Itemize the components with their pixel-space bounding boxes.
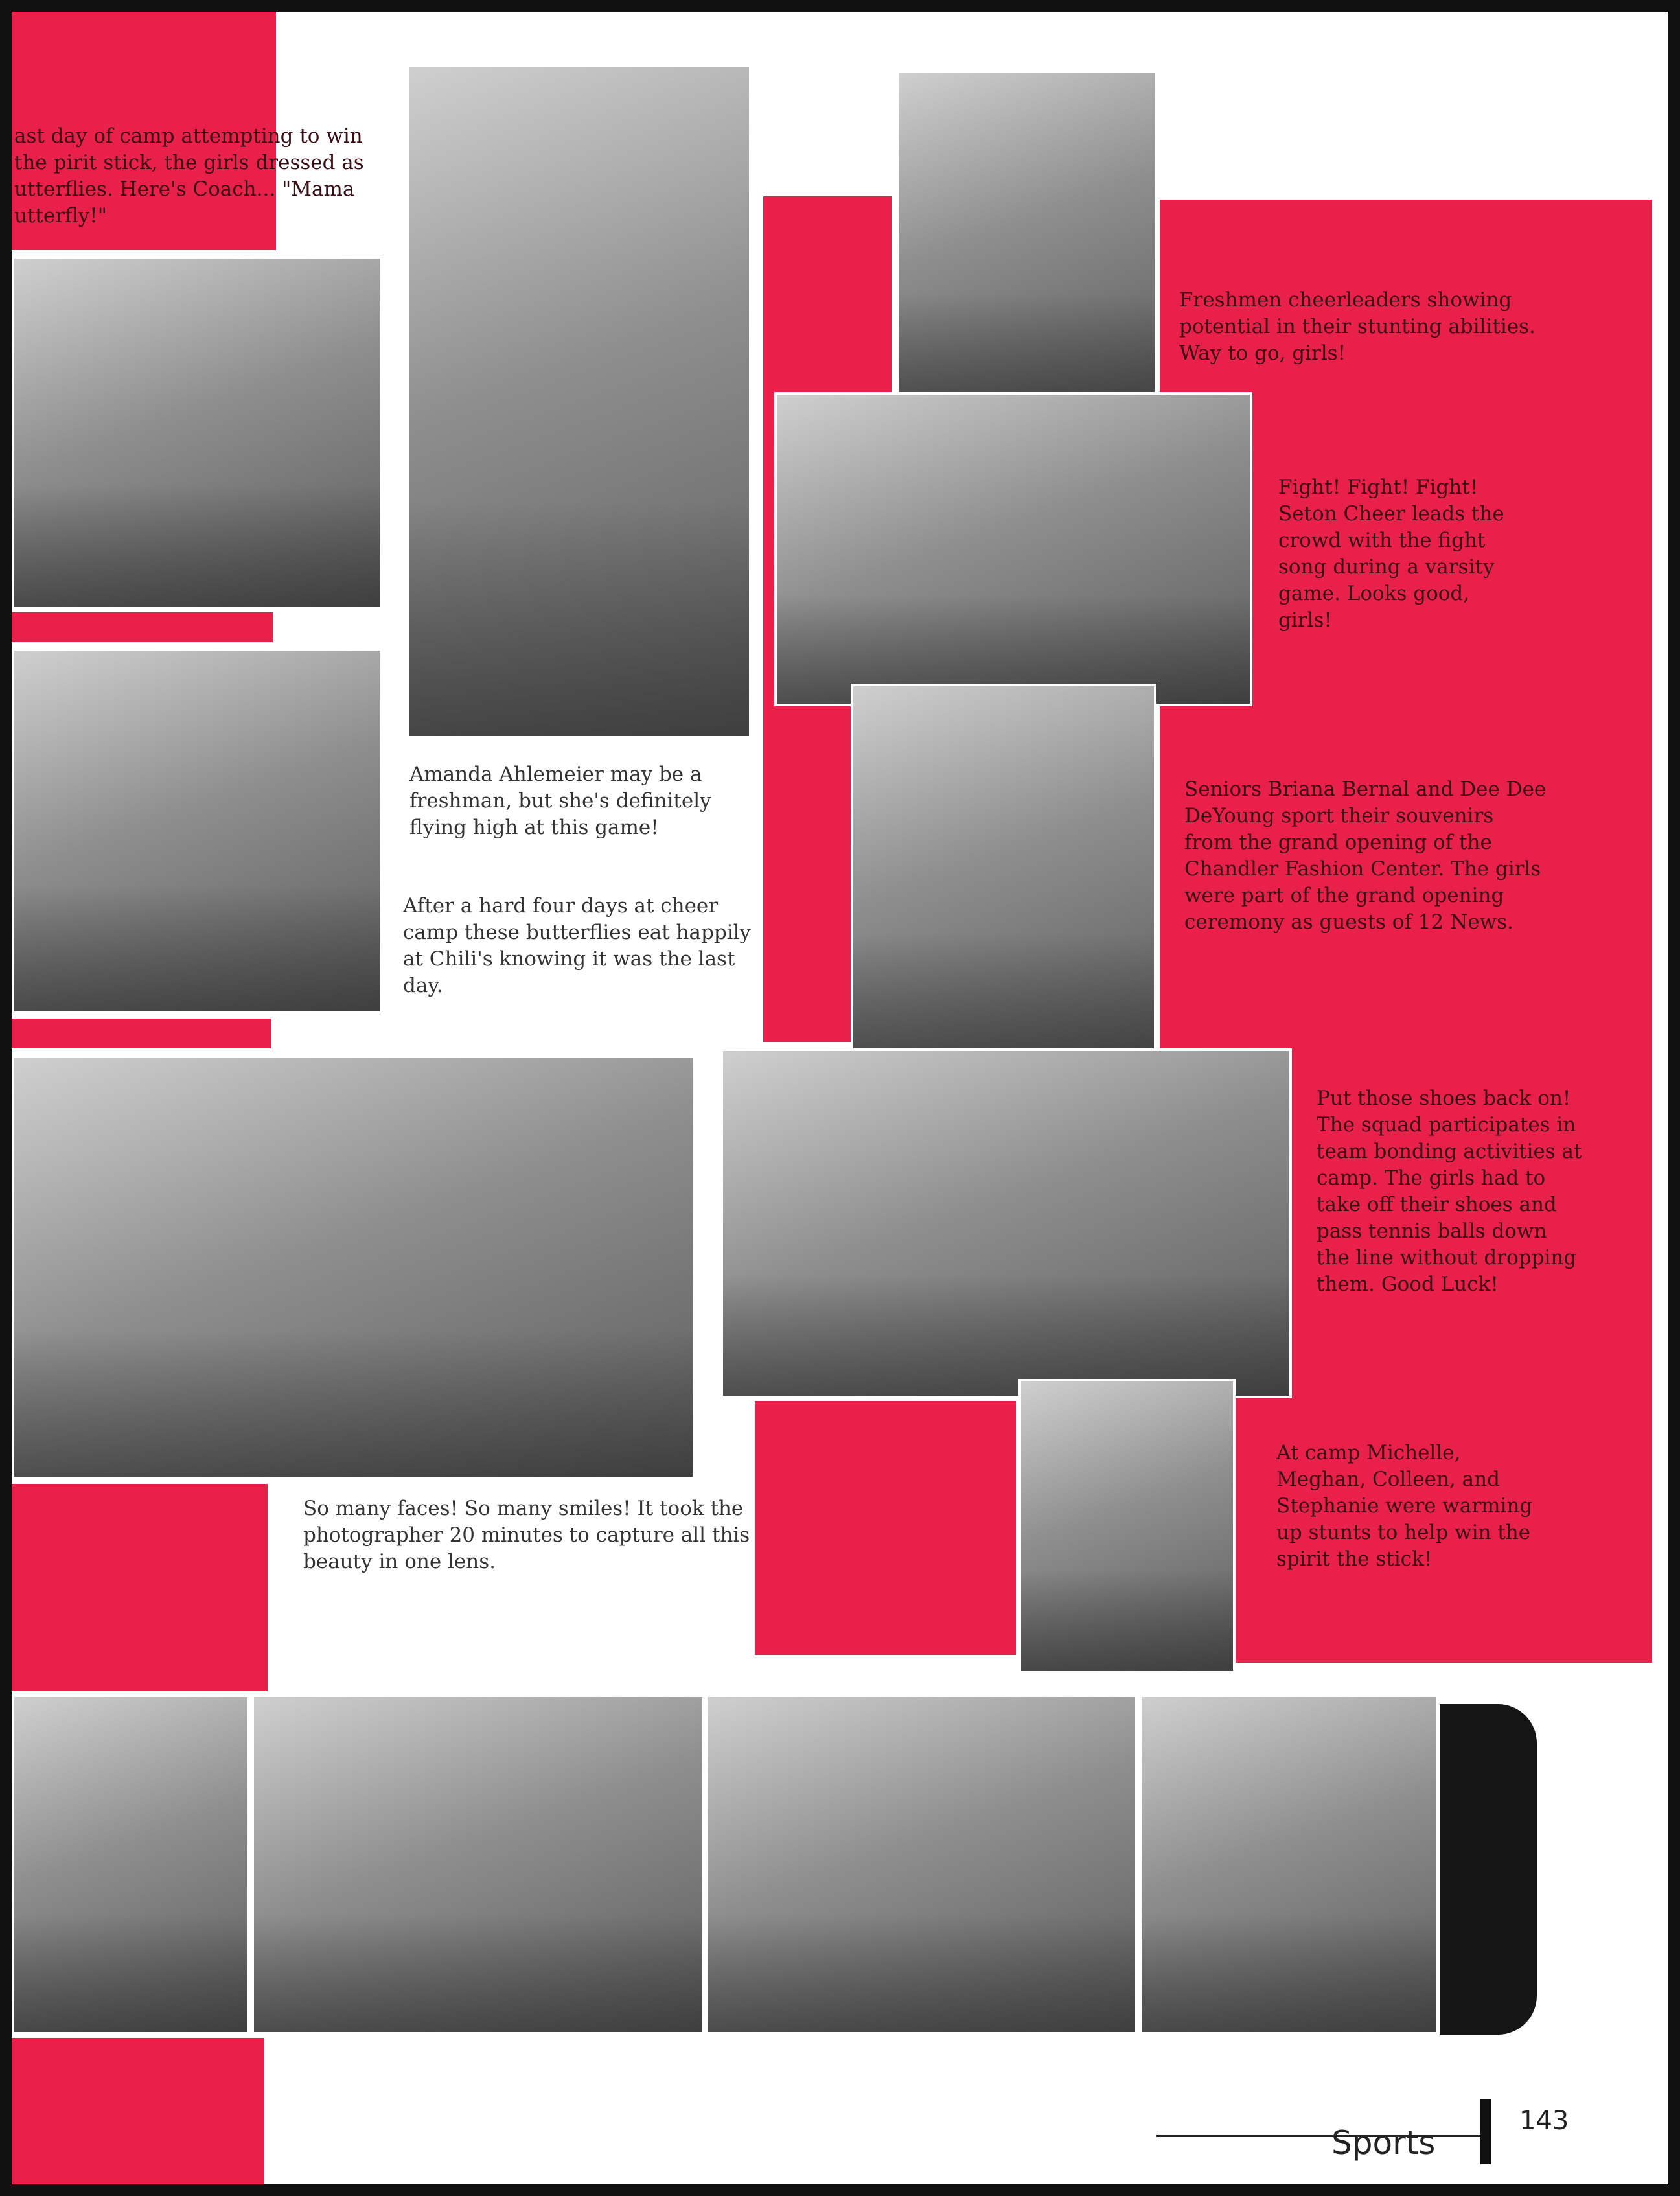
caption-camp-stunts: At camp Michelle, Meghan, Colleen, and Stephanie were warming up stunts to help win the spirit the stick! (1276, 1441, 1533, 1571)
caption-faces: So many faces! So many smiles! It took the photographer 20 minutes to capture all this beauty in one lens. (303, 1497, 750, 1573)
caption-spirit-stick: ast day of camp attempting to win the pirit stick, the girls dressed as utterflies. Here's Coach... "Mama utterfly!" (14, 124, 364, 227)
footer-section-label: Sports (1331, 2124, 1436, 2162)
caption-fight: Fight! Fight! Fight! Seton Cheer leads the crowd with the fight song during a varsity game. Looks good, girls! (1278, 476, 1504, 632)
caption-chilis: After a hard four days at cheer camp these butterflies eat happily at Chili's knowing it was the last day. (403, 894, 752, 997)
page-number: 143 (1519, 2106, 1569, 2136)
caption-seniors: Seniors Briana Bernal and Dee Dee DeYoung sport their souvenirs from the grand opening of the Chandler Fashion Center. The girls were part of the grand opening ceremony as guests of 12 News. (1184, 778, 1547, 934)
caption-amanda: Amanda Ahlemeier may be a freshman, but she's definitely flying high at this game! (409, 763, 711, 839)
caption-shoes: Put those shoes back on! The squad participates in team bonding activities at camp. The girls had to take off their shoes and pass tennis balls down the line without dropping them. Good Luck! (1317, 1087, 1582, 1296)
caption-freshmen: Freshmen cheerleaders showing potential in their stunting abilities. Way to go, girls! (1179, 288, 1536, 365)
